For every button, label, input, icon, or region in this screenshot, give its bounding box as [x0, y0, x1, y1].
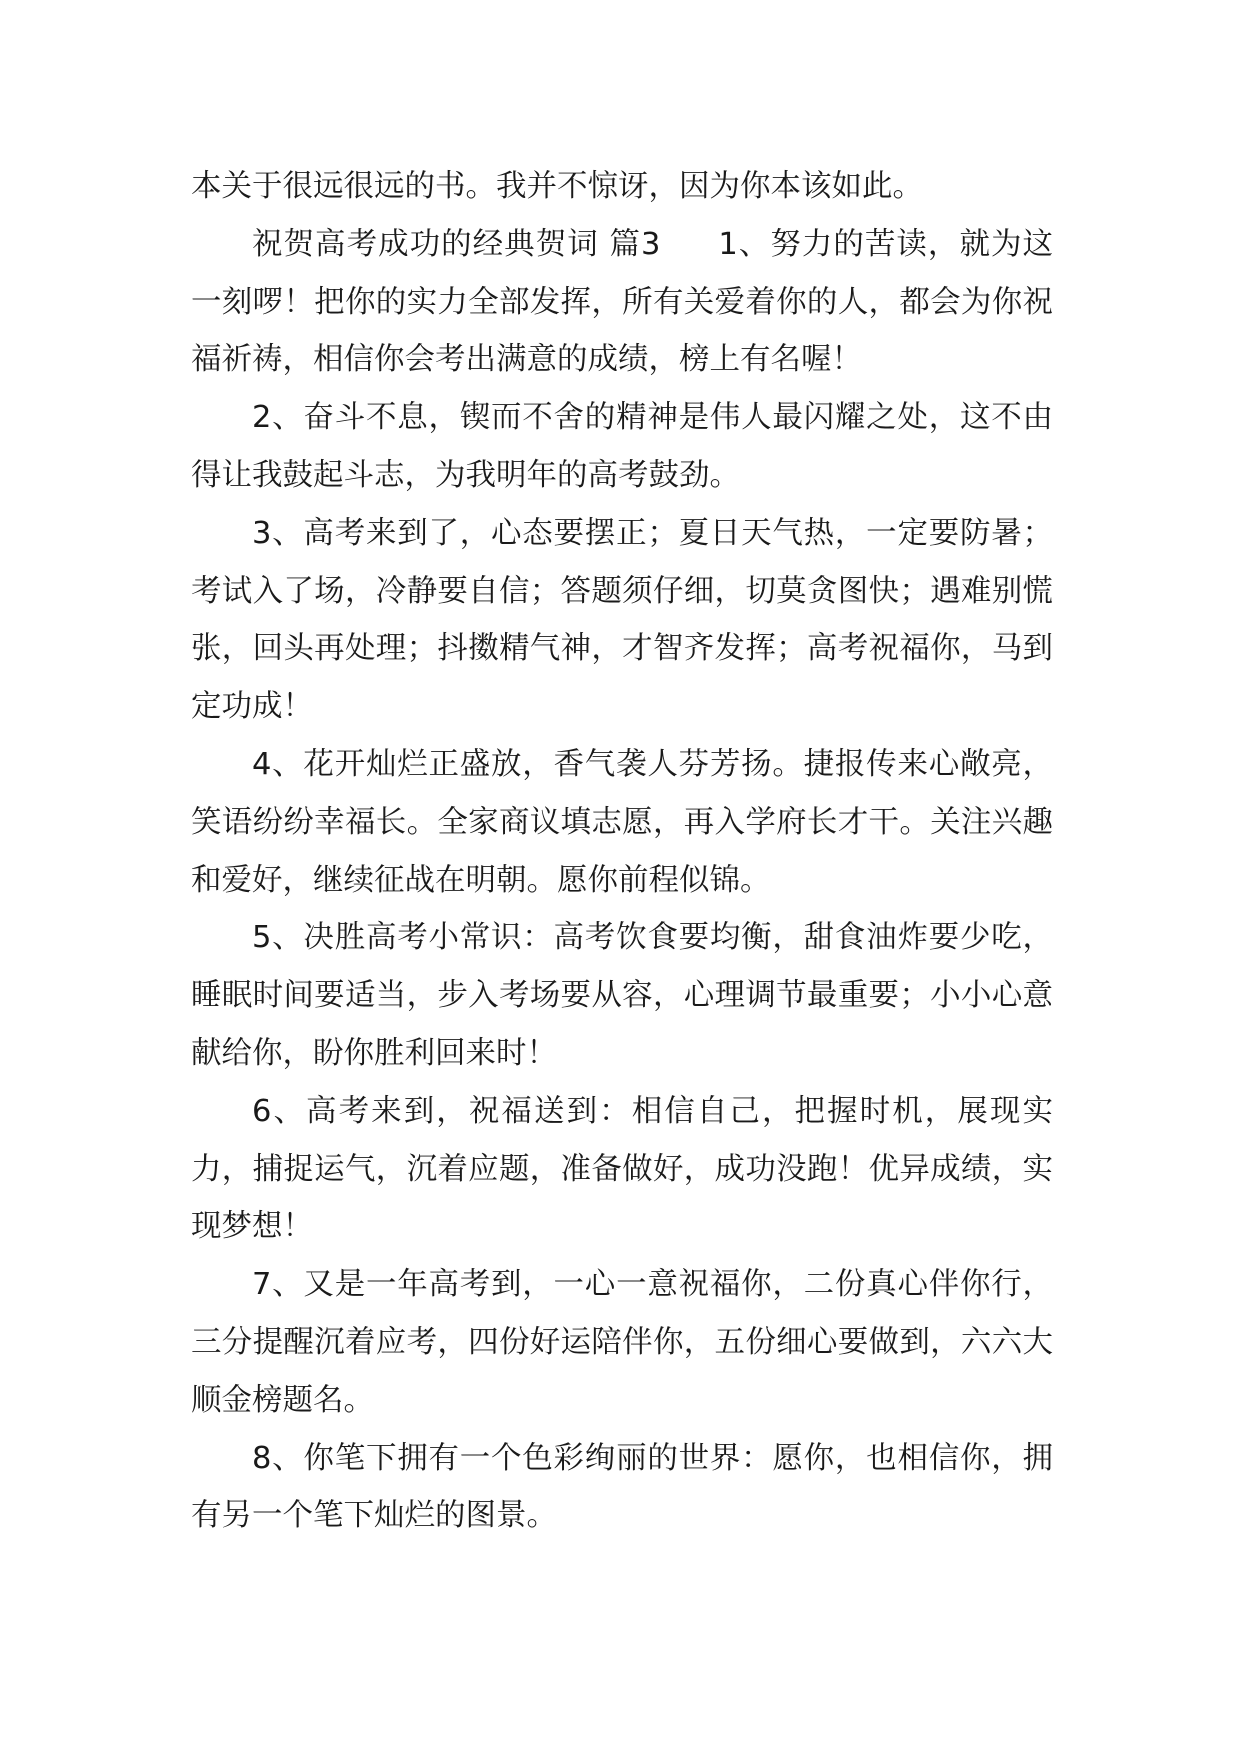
- wish-item-8: 8、你笔下拥有一个色彩绚丽的世界：愿你，也相信你，拥有另一个笔下灿烂的图景。: [191, 1440, 1053, 1534]
- continuation-text: 本关于很远很远的书。我并不惊讶，因为你本该如此。: [191, 169, 923, 204]
- wish-item-2: 2、奋斗不息，锲而不舍的精神是伟人最闪耀之处，这不由得让我鼓起斗志，为我明年的高考鼓劲。: [191, 400, 1053, 493]
- wish-item-3: 3、高考来到了，心态要摆正；夏日天气热，一定要防暑；考试入了场，冷静要自信；答题须仔细，切莫贪图快；遇难别慌张，回头再处理；抖擞精气神，才智齐发挥；高考祝福你，马到定功成！: [191, 515, 1053, 725]
- document-body: [191, 158, 1053, 1545]
- wish-item-6: 6、高考来到，祝福送到：相信自己，把握时机，展现实力，捕捉运气，沉着应题，准备做好，成功没跑！优异成绩，实现梦想！: [191, 1093, 1053, 1245]
- wish-item-7: 7、又是一年高考到，一心一意祝福你，二份真心伴你行，三分提醒沉着应考，四份好运陪伴你，五份细心要做到，六六大顺金榜题名。: [191, 1267, 1053, 1418]
- wish-item-5: 5、决胜高考小常识：高考饮食要均衡，甜食油炸要少吃，睡眠时间要适当，步入考场要从容，心理调节最重要；小小心意献给你，盼你胜利回来时！: [191, 920, 1053, 1071]
- section-heading-paragraph: [191, 216, 1053, 389]
- wish-item-4: 4、花开灿烂正盛放，香气袭人芬芳扬。捷报传来心敞亮，笑语纷纷幸福长。全家商议填志愿，再入学府长才干。关注兴趣和爱好，继续征战在明朝。愿你前程似锦。: [191, 746, 1053, 898]
- wish-item-1: 1、努力的苦读，就为这一刻啰！把你的实力全部发挥，所有关爱着你的人，都会为你祝福祈祷，相信你会考出满意的成绩，榜上有名喔！: [191, 226, 1053, 378]
- section-heading: 祝贺高考成功的经典贺词 篇3: [252, 226, 661, 262]
